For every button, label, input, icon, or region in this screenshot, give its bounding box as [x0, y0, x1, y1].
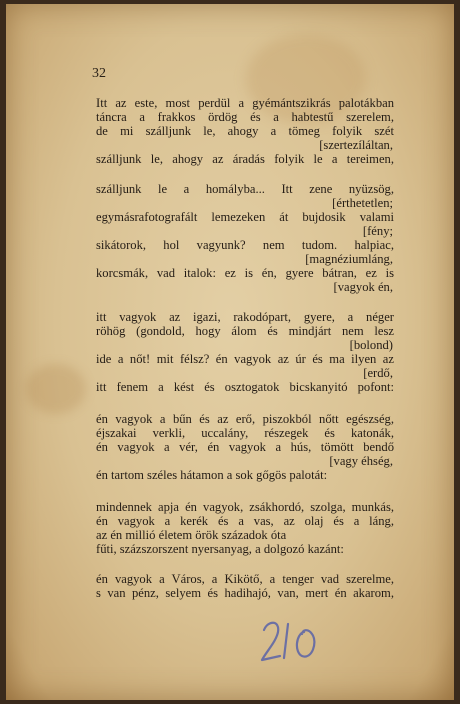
book-page: [6, 4, 454, 700]
page-number: 32: [92, 66, 106, 81]
poem-line: s van pénz, selyem és hadihajó, van, mert én akarom,: [96, 586, 394, 600]
poem-line: de mi szálljunk le, ahogy a tömeg folyik szét: [96, 124, 394, 138]
poem-line: én vagyok a vér, én vagyok a hús, tömött bendő: [96, 440, 394, 454]
poem-line: fűti, százszorszent nyersanyag, a dolgozó kazánt:: [96, 542, 344, 556]
poem-line: itt vagyok az igazi, rakodópart, gyere, a néger: [96, 310, 394, 324]
poem-line: én tartom széles hátamon a sok gőgös palotát:: [96, 468, 328, 482]
poem-line-continuation: [érthetetlen;: [332, 196, 393, 210]
poem-line: egymásrafotografált lemezeken át bujdosik valami: [96, 210, 394, 224]
poem-line-continuation: [vagyok én,: [333, 280, 393, 294]
poem-line: én vagyok a kerék és a vas, az olaj és a láng,: [96, 514, 394, 528]
poem-line-continuation: [bolond): [349, 338, 393, 352]
poem-line-continuation: [szertezíláltan,: [319, 138, 393, 152]
poem-line: sikátorok, hol vagyunk? nem tudom. halpiac,: [96, 238, 394, 252]
poem-line: ide a nőt! mit félsz? én vagyok az úr és ma ilyen az: [96, 352, 394, 366]
paper-stain: [26, 364, 86, 414]
poem-line-continuation: [fény;: [362, 224, 393, 238]
poem-line: az én millió életem örök századok óta: [96, 528, 287, 542]
poem-line: mindennek apja én vagyok, zsákhordó, szolga, munkás,: [96, 500, 394, 514]
poem-line: itt fenem a kést és osztogatok bicskanyitó pofont:: [96, 380, 394, 394]
poem-line-continuation: [magnéziumláng,: [305, 252, 393, 266]
poem-line: éjszakai verkli, uccalány, részegek és katonák,: [96, 426, 394, 440]
poem-line: korcsmák, vad italok: ez is én, gyere bátran, ez is: [96, 266, 394, 280]
handwritten-page-mark: [258, 608, 328, 668]
poem-line-continuation: [vagy éhség,: [329, 454, 393, 468]
poem-line: táncra a frakkos ördög és a habtestű szerelem,: [96, 110, 394, 124]
poem-line: röhög (gondold, hogy álom és mindjárt nem lesz: [96, 324, 394, 338]
poem-line: Itt az este, most perdül a gyémántszikrás palotákban: [96, 96, 394, 110]
poem-line-continuation: [erdő,: [363, 366, 393, 380]
poem-line: szálljunk le a homályba... Itt zene nyüzsög,: [96, 182, 394, 196]
poem-line: én vagyok a bűn és az erő, piszokból nőtt egészség,: [96, 412, 394, 426]
poem-line: szálljunk le, ahogy az áradás folyik le a tereimen,: [96, 152, 394, 166]
poem-line: én vagyok a Város, a Kikötő, a tenger vad szerelme,: [96, 572, 394, 586]
